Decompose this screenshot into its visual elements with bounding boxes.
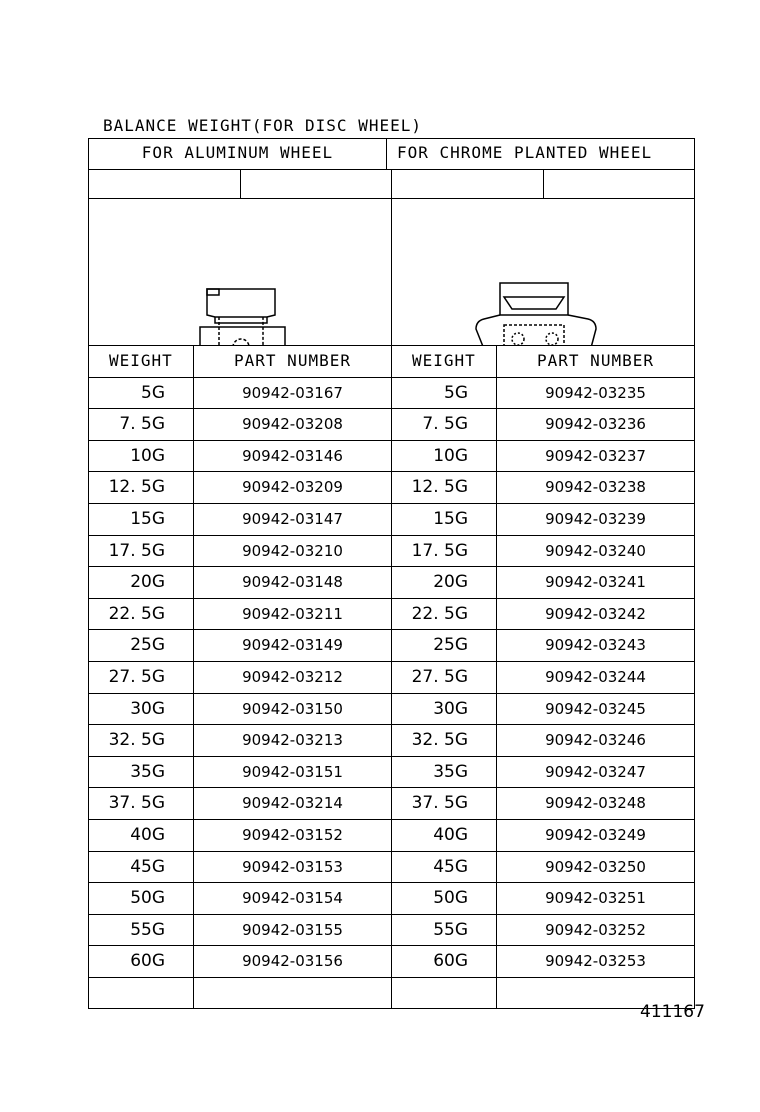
weight-cell: 5G bbox=[392, 378, 497, 409]
weight-cell: 15G bbox=[89, 504, 194, 535]
weight-cell: 10G bbox=[392, 441, 497, 472]
weight-cell: 37. 5G bbox=[392, 788, 497, 819]
table-row bbox=[392, 630, 694, 662]
weight-cell: 7. 5G bbox=[89, 409, 194, 440]
weight-cell: 10G bbox=[89, 441, 194, 472]
weight-cell: 40G bbox=[392, 820, 497, 851]
table-row bbox=[89, 757, 391, 789]
part-number-cell: 90942-03167 bbox=[242, 383, 343, 402]
part-number-cell: 90942-03208 bbox=[242, 415, 343, 434]
weight-cell bbox=[89, 978, 194, 1009]
part-number-cell: 90942-03244 bbox=[545, 667, 646, 686]
part-number-cell: 90942-03245 bbox=[545, 699, 646, 718]
page-title: BALANCE WEIGHT(FOR DISC WHEEL) bbox=[103, 116, 422, 135]
table-row bbox=[392, 504, 694, 536]
table-row bbox=[392, 946, 694, 978]
part-number-cell: 90942-03210 bbox=[242, 541, 343, 560]
part-number-cell: 90942-03153 bbox=[242, 857, 343, 876]
weight-cell: 60G bbox=[89, 946, 194, 977]
table-row bbox=[392, 820, 694, 852]
weight-cell: 25G bbox=[89, 630, 194, 661]
weight-cell: 17. 5G bbox=[89, 536, 194, 567]
weight-cell: 50G bbox=[89, 883, 194, 914]
table-row bbox=[89, 599, 391, 631]
part-number-cell: 90942-03209 bbox=[242, 478, 343, 497]
part-number-cell: 90942-03248 bbox=[545, 794, 646, 813]
part-number-cell: 90942-03247 bbox=[545, 762, 646, 781]
weight-cell: 20G bbox=[89, 567, 194, 598]
part-number-cell: 90942-03151 bbox=[242, 762, 343, 781]
weight-cell: 45G bbox=[392, 852, 497, 883]
table-row bbox=[89, 536, 391, 568]
table-row bbox=[89, 820, 391, 852]
chrome-heading: FOR CHROME PLANTED WHEEL bbox=[386, 139, 694, 169]
weight-cell bbox=[392, 978, 497, 1009]
table-row bbox=[89, 915, 391, 947]
table-row bbox=[392, 788, 694, 820]
weight-cell: 32. 5G bbox=[89, 725, 194, 756]
table-row bbox=[89, 694, 391, 726]
weight-cell: 27. 5G bbox=[89, 662, 194, 693]
part-number-column-header: PART NUMBER bbox=[234, 351, 351, 370]
weight-cell: 35G bbox=[392, 757, 497, 788]
part-number-cell: 90942-03213 bbox=[242, 731, 343, 750]
weight-cell: 12. 5G bbox=[392, 472, 497, 503]
table-row bbox=[89, 567, 391, 599]
part-number-cell: 90942-03235 bbox=[545, 383, 646, 402]
aluminum-weight-illustration bbox=[89, 199, 391, 345]
part-number-cell: 90942-03152 bbox=[242, 825, 343, 844]
part-number-cell: 90942-03249 bbox=[545, 825, 646, 844]
table-row bbox=[89, 630, 391, 662]
part-number-cell: 90942-03236 bbox=[545, 415, 646, 434]
part-number-cell: 90942-03243 bbox=[545, 636, 646, 655]
part-number-cell: 90942-03250 bbox=[545, 857, 646, 876]
weight-column-header: WEIGHT bbox=[392, 346, 497, 377]
weight-cell: 22. 5G bbox=[89, 599, 194, 630]
section-headings bbox=[88, 138, 695, 170]
table-header-row bbox=[89, 346, 391, 378]
weight-cell: 35G bbox=[89, 757, 194, 788]
table-row bbox=[392, 852, 694, 884]
part-number-cell: 90942-03212 bbox=[242, 667, 343, 686]
table-row bbox=[392, 599, 694, 631]
weight-cell: 32. 5G bbox=[392, 725, 497, 756]
table-row bbox=[89, 883, 391, 915]
weight-cell: 7. 5G bbox=[392, 409, 497, 440]
table-row bbox=[392, 409, 694, 441]
aluminum-heading: FOR ALUMINUM WHEEL bbox=[141, 143, 334, 162]
weight-cell: 15G bbox=[392, 504, 497, 535]
table-row bbox=[392, 694, 694, 726]
balance-weight-sheet bbox=[88, 138, 695, 1009]
table-row bbox=[89, 852, 391, 884]
weight-cell: 27. 5G bbox=[392, 662, 497, 693]
weight-cell: 55G bbox=[89, 915, 194, 946]
table-row bbox=[89, 725, 391, 757]
table-row bbox=[392, 725, 694, 757]
table-row bbox=[392, 662, 694, 694]
weight-cell: 20G bbox=[392, 567, 497, 598]
table-row bbox=[89, 788, 391, 820]
weight-cell: 12. 5G bbox=[89, 472, 194, 503]
table-row bbox=[392, 378, 694, 410]
table-row bbox=[392, 441, 694, 473]
chrome-table bbox=[391, 346, 694, 1008]
part-number-cell: 90942-03237 bbox=[545, 446, 646, 465]
part-number-cell: 90942-03252 bbox=[545, 920, 646, 939]
weight-cell: 50G bbox=[392, 883, 497, 914]
part-number-column-header: PART NUMBER bbox=[537, 351, 654, 370]
part-number-cell: 90942-03214 bbox=[242, 794, 343, 813]
part-number-cell: 90942-03154 bbox=[242, 889, 343, 908]
part-number-cell: 90942-03239 bbox=[545, 509, 646, 528]
table-row bbox=[89, 378, 391, 410]
table-row bbox=[89, 409, 391, 441]
weight-cell: 17. 5G bbox=[392, 536, 497, 567]
illustration-row bbox=[88, 199, 695, 346]
table-row bbox=[89, 946, 391, 978]
table-row bbox=[392, 883, 694, 915]
part-number-cell: 90942-03146 bbox=[242, 446, 343, 465]
aluminum-table bbox=[89, 346, 391, 1008]
table-row bbox=[392, 757, 694, 789]
part-number-cell: 90942-03240 bbox=[545, 541, 646, 560]
weight-cell: 25G bbox=[392, 630, 497, 661]
figure-number: 411167 bbox=[640, 1002, 705, 1022]
part-number-cell: 90942-03238 bbox=[545, 478, 646, 497]
weight-cell: 22. 5G bbox=[392, 599, 497, 630]
weight-cell: 60G bbox=[392, 946, 497, 977]
weight-cell: 30G bbox=[392, 694, 497, 725]
table-row bbox=[392, 915, 694, 947]
blank-row bbox=[88, 170, 695, 199]
table-row bbox=[89, 978, 391, 1009]
part-number-cell: 90942-03148 bbox=[242, 573, 343, 592]
weight-cell: 5G bbox=[89, 378, 194, 409]
part-number-cell bbox=[194, 978, 391, 1009]
weight-cell: 37. 5G bbox=[89, 788, 194, 819]
part-number-cell: 90942-03251 bbox=[545, 889, 646, 908]
weight-cell: 30G bbox=[89, 694, 194, 725]
weight-column-header: WEIGHT bbox=[89, 346, 194, 377]
table-row bbox=[89, 472, 391, 504]
part-number-cell: 90942-03149 bbox=[242, 636, 343, 655]
part-number-cell: 90942-03155 bbox=[242, 920, 343, 939]
part-number-cell: 90942-03211 bbox=[242, 604, 343, 623]
table-row bbox=[392, 536, 694, 568]
part-number-cell: 90942-03156 bbox=[242, 952, 343, 971]
weight-cell: 45G bbox=[89, 852, 194, 883]
table-row bbox=[392, 567, 694, 599]
weight-cell: 40G bbox=[89, 820, 194, 851]
table-header-row bbox=[392, 346, 694, 378]
table-row bbox=[89, 504, 391, 536]
part-number-cell: 90942-03246 bbox=[545, 731, 646, 750]
parts-table bbox=[88, 346, 695, 1009]
weight-cell: 55G bbox=[392, 915, 497, 946]
part-number-cell: 90942-03241 bbox=[545, 573, 646, 592]
part-number-cell: 90942-03253 bbox=[545, 952, 646, 971]
chrome-weight-illustration bbox=[391, 199, 694, 345]
part-number-cell: 90942-03147 bbox=[242, 509, 343, 528]
table-row bbox=[392, 472, 694, 504]
part-number-cell: 90942-03150 bbox=[242, 699, 343, 718]
part-number-cell: 90942-03242 bbox=[545, 604, 646, 623]
table-row bbox=[89, 441, 391, 473]
table-row bbox=[89, 662, 391, 694]
